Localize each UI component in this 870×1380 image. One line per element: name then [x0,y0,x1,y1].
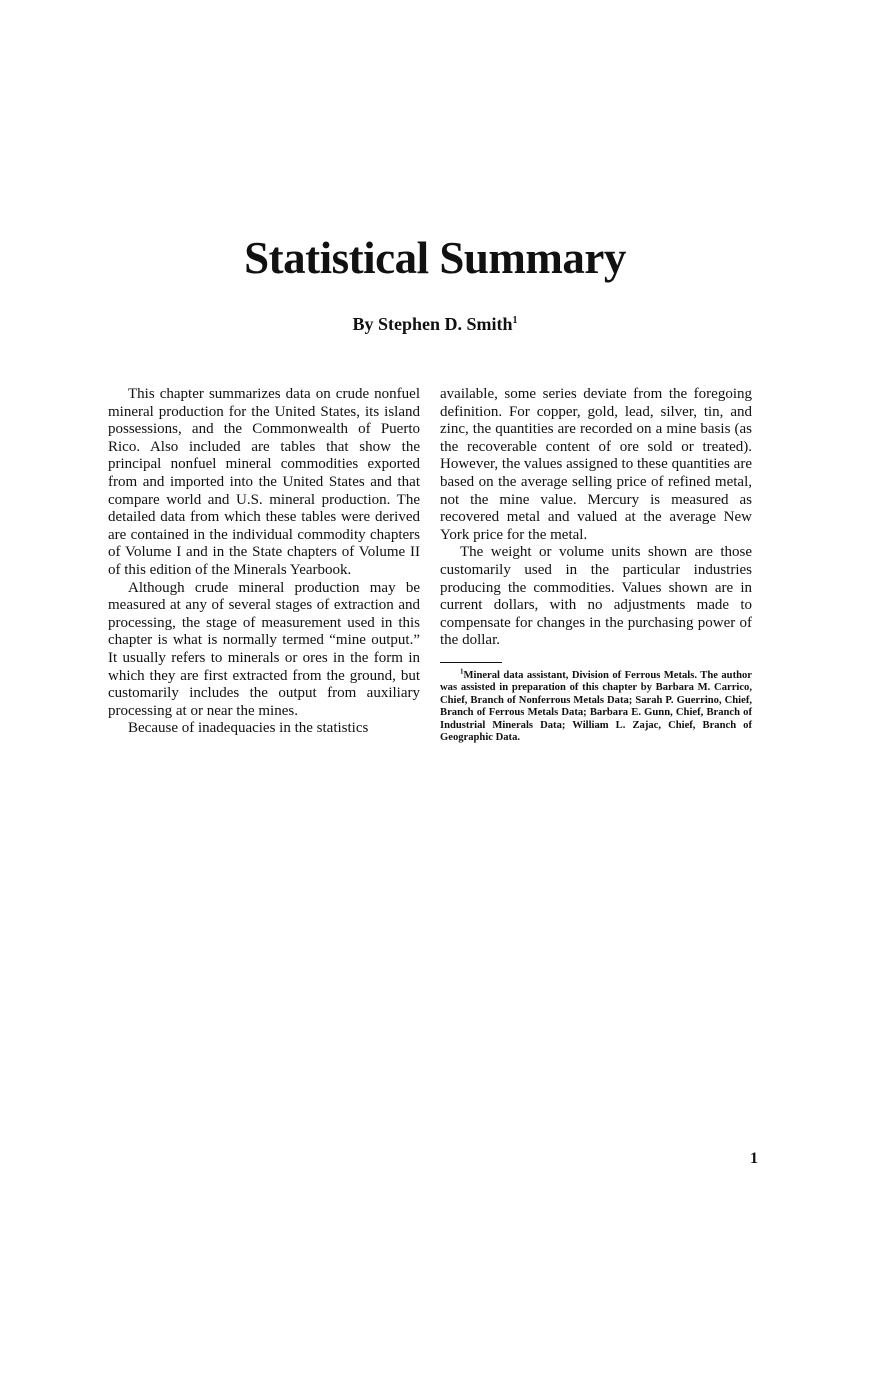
right-column [440,386,752,744]
author-name: By Stephen D. Smith [352,314,513,334]
paragraph-intro: This chapter summarizes data on crude nonfuel mineral production for the United States, its island possessions, and the Commonwealth of Puerto Rico. Also included are tables that show the principal nonfuel mineral commodities exported from and imported into the United States and that compare world and U.S. mineral production. The detailed data from which these tables were derived are contained in the individual commodity chapters of Volume I and in the State chapters of Volume II of this edition of the Minerals Yearbook. [108,386,420,578]
paragraph-inadequacies: Because of inadequacies in the statistics [128,720,369,737]
paragraph-units: The weight or volume units shown are those customarily used in the particular industries producing the commodities. Values shown are in current dollars, with no adjustments made to compensate for changes in the purchasing power of the dollar. [440,544,752,649]
footnote [440,667,752,744]
footnote-mark: 1 [460,667,464,676]
author-byline [0,314,870,335]
paragraph-inadequacies-continued: available, some series deviate from the foregoing definition. For copper, gold, lead, silver, tin, and zinc, the quantities are recorded on a mine basis (as the recoverable content of ore sold or treated). However, the values assigned to these quantities are based on the average selling price of refined metal, not the mine value. Mercury is measured as recovered metal and valued at the average New York price for the metal. [440,386,752,543]
paragraph-mine-output: Although crude mineral production may be measured at any of several stages of extraction and processing, the stage of measurement used in this chapter is what is normally termed “mine output.” It usually refers to minerals or ores in the form in which they are first extracted from the ground, but customarily includes the output from auxiliary processing at or near the mines. [108,579,420,719]
footnote-marker: 1 [512,315,518,326]
footnote-text: Mineral data assistant, Division of Ferrous Metals. The author was assisted in preparation of this chapter by Barbara M. Carrico, Chief, Branch of Nonferrous Metals Data; Sarah P. Guerrino, Chief, Branch of Ferrous Metals Data; Barbara E. Gunn, Chief, Branch of Industrial Minerals Data; William L. Zajac, Chief, Branch of Geographic Data. [440,669,752,743]
footnote-divider [440,662,502,663]
left-column [108,386,420,738]
page-number: 1 [750,1150,758,1167]
page-title: Statistical Summary [244,233,626,283]
